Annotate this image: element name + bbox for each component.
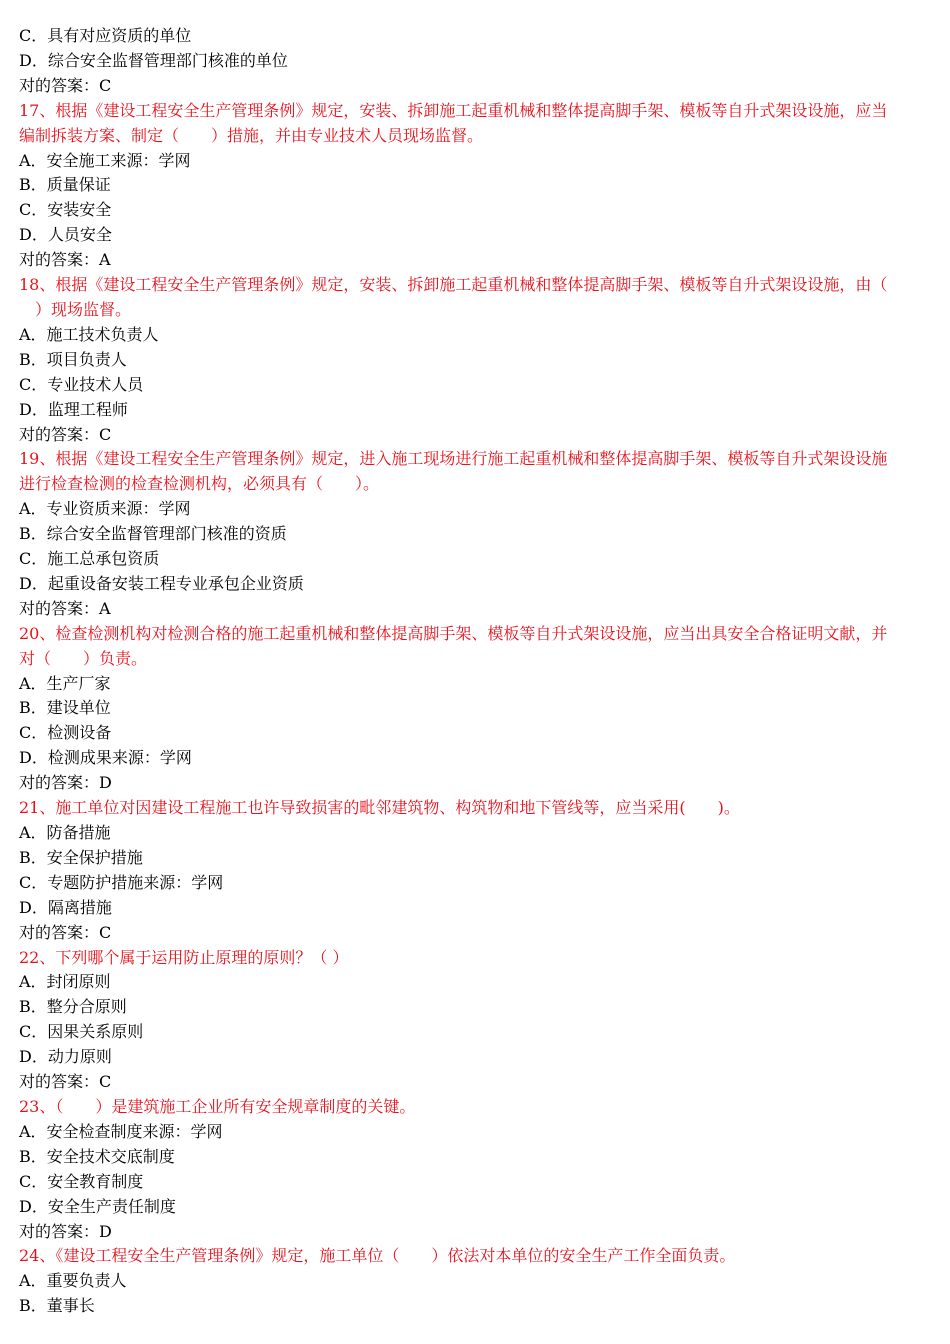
answer-line: 对的答案：A [19,250,111,270]
question-text: 17、根据《建设工程安全生产管理条例》规定，安装、拆卸施工起重机械和整体提高脚手架、模板等自升式架设设施，应当 [19,100,888,120]
question-text: 19、根据《建设工程安全生产管理条例》规定，进入施工现场进行施工起重机械和整体提高脚手架、模板等自升式架设设施 [19,449,888,469]
question-text: 20、检查检测机构对检测合格的施工起重机械和整体提高脚手架、模板等自升式架设设施，应当出具安全合格证明文献，并 [19,623,888,643]
option-line: C．因果关系原则 [19,1022,144,1042]
question-block [19,447,931,621]
option-line: C．安全教育制度 [19,1171,144,1191]
option-line: B．安全保护措施 [19,847,143,867]
leading-block [19,24,931,99]
question-list [19,99,931,1319]
option-line: B．质量保证 [19,175,111,195]
option-line: A．专业资质来源：学网 [19,499,191,519]
option-line: B．安全技术交底制度 [19,1146,175,1166]
option-line: C．专题防护措施来源：学网 [19,872,224,892]
option-line: C．施工总承包资质 [19,549,160,569]
answer-line: 对的答案：C [19,75,112,95]
question-text: ）现场监督。 [19,299,132,319]
option-line: A．安全检查制度来源：学网 [19,1121,223,1141]
option-line: A．安全施工来源：学网 [19,150,191,170]
option-line: A．防备措施 [19,823,111,842]
question-text: 23、（ ）是建筑施工企业所有安全规章制度的关键。 [19,1096,416,1116]
question-text: 进行检查检测的检查检测机构，必须具有（ ）。 [19,474,380,494]
option-line: D．隔离措施 [19,897,112,917]
option-line: D．综合安全监督管理部门核准的单位 [19,50,288,70]
option-line: C．检测设备 [19,723,112,743]
option-line: C．具有对应资质的单位 [19,26,192,45]
option-line: A．重要负责人 [19,1271,127,1291]
question-block [19,946,931,1095]
answer-line: 对的答案：C [19,922,112,942]
answer-line: 对的答案：D [19,1221,112,1241]
option-line: D．起重设备安装工程专业承包企业资质 [19,573,304,593]
option-line: D．动力原则 [19,1047,112,1067]
option-line: D．安全生产责任制度 [19,1196,176,1216]
option-line: D．检测成果来源：学网 [19,748,192,768]
question-block [19,99,931,273]
option-line: D．人员安全 [19,225,112,245]
question-block [19,1095,931,1244]
answer-line: 对的答案：A [19,598,111,618]
question-text: 18、根据《建设工程安全生产管理条例》规定，安装、拆卸施工起重机械和整体提高脚手架、模板等自升式架设设施，由（ [19,275,888,295]
question-block [19,273,931,447]
option-line: B．综合安全监督管理部门核准的资质 [19,524,287,544]
option-line: C．安装安全 [19,200,112,220]
question-text: 22、下列哪个属于运用防止原理的原则？（ ） [19,947,349,967]
option-line: A．施工技术负责人 [19,324,159,344]
option-line: C．专业技术人员 [19,374,144,394]
answer-line: 对的答案：C [19,1072,112,1092]
option-line: B．整分合原则 [19,997,127,1017]
question-block [19,1244,931,1319]
question-text: 对（ ）负责。 [19,648,148,668]
option-line: B．建设单位 [19,698,111,718]
option-line: A．封闭原则 [19,972,111,992]
answer-line: 对的答案：D [19,773,112,793]
question-block [19,622,931,796]
question-text: 编制拆装方案、制定（ ）措施，并由专业技术人员现场监督。 [19,125,484,145]
question-block [19,796,931,945]
option-line: D．监理工程师 [19,399,128,419]
answer-line: 对的答案：C [19,424,112,444]
option-line: B．董事长 [19,1296,95,1316]
question-text: 21、施工单位对因建设工程施工也许导致损害的毗邻建筑物、构筑物和地下管线等，应当采用( )。 [19,798,740,818]
option-line: A．生产厂家 [19,673,111,693]
option-line: B．项目负责人 [19,349,127,369]
question-text: 24、《建设工程安全生产管理条例》规定，施工单位（ ）依法对本单位的安全生产工作全面负责。 [19,1246,736,1266]
